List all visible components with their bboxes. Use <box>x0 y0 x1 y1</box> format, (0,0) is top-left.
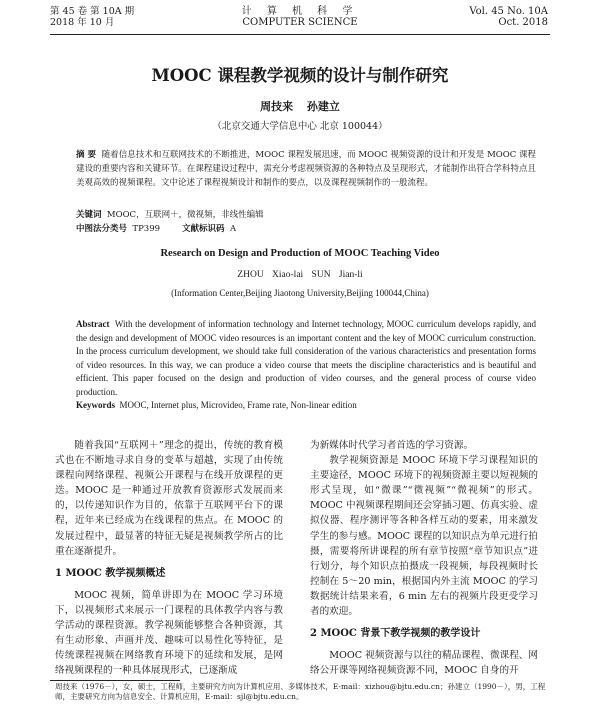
affiliation-cn: （北京交通大学信息中心 北京 100044） <box>212 121 388 132</box>
classification-value: TP399 <box>132 224 161 234</box>
affiliation-en: (Information Center,Beijing Jiaotong University,Beijing 100044,China) <box>171 288 429 298</box>
keywords-cn-label: 关键词 <box>76 210 102 220</box>
body-column-left <box>55 438 283 678</box>
keywords-cn-text: MOOC，互联网＋，微视频，非线性编辑 <box>106 210 264 220</box>
body-paragraph: 为新媒体时代学习者首选的学习资源。 <box>310 440 474 451</box>
footnote-divider <box>50 680 180 681</box>
keywords-en <box>76 400 536 410</box>
authors-en: ZHOU Xiao-lai SUN Jian-li <box>237 270 363 280</box>
volume-cn: 第 45 卷 第 10A 期 <box>50 6 135 17</box>
abstract-cn-text: 随着信息技术和互联网技术的不断推进，MOOC 课程发展迅速，而 MOOC 视频资源的设计和开发是 MOOC 课程建设的重要内容和关键环节。在课程建设过程中，需充分考虑视频资源的各种特点及呈现形式，才能制作出符合学科特点且美观高效的视频课程。文中论述了课程视频设计和制作的要点，以及课程视频制作的一般流程。 <box>76 150 537 188</box>
classification-cn <box>76 222 536 234</box>
body-paragraph: 教学视频资源是 MOOC 环境下学习课程知识的主要途径，MOOC 环境下的视频资源主要以短视频的形式呈现，如“微课”“微视频”“微视频”的形式。MOOC 中视频课程期间还会穿插习题、仿真实验、虚拟仪器、程序测评等各种各样互动的要素，用来激发学生的参与感。MOOC 课程的以知识点为单元进行拍摄，需要将所讲课程的所有章节按照“章节知识点”进行划分，每个知识点拍摄成一段视频，每段视频时长控制在 5～20 min，根据国内外主流 MOOC 的学习数据统计结果来看，6 min 左右的视频片段更受学习者的欢迎。 <box>310 455 538 618</box>
section-heading-2: 2 MOOC 背景下教学视频的教学设计 <box>310 628 481 640</box>
abstract-en-label: Abstract <box>76 319 110 329</box>
abstract-en-text: With the development of information technology and Internet technology, MOOC curriculum develops rapidly, and the design and development of MOOC video resources is an important content and the key of MOOC curriculum construction. In the process curriculum development, we should take full consideration of the various characteristics and presentation forms of video resources. In this way, we can produce a video course that meets the discipline characteristics and is beautiful and efficient. This paper focused on the design and production of video courses, and the general process of course video production. <box>76 319 536 397</box>
header-divider <box>50 34 550 35</box>
footnote: 周技来（1976－），女，硕士，工程师，主要研究方向为计算机应用、多媒体技术，E-mail：xizhou@bjtu.edu.cn；孙建立（1990－），男，工程师，主要研究方向为信息安全、计算机应用，E-mail：sjl@bjtu.edu.cn。 <box>55 682 546 701</box>
abstract-cn <box>76 148 536 190</box>
keywords-en-label: Keywords <box>76 400 115 410</box>
date-cn: 2018 年 10 月 <box>50 17 115 28</box>
volume-en: Vol. 45 No. 10A <box>469 6 548 17</box>
doc-code-value: A <box>229 224 237 234</box>
paper-title-cn: MOOC 课程教学视频的设计与制作研究 <box>151 66 449 85</box>
doc-code-label: 文献标识码 <box>182 224 225 234</box>
abstract-cn-label: 摘 要 <box>76 150 97 160</box>
journal-title-cn: 计 算 机 科 学 <box>241 6 359 17</box>
keywords-cn <box>76 208 536 220</box>
section-heading-1: 1 MOOC 教学视频概述 <box>55 567 166 579</box>
journal-title-en: COMPUTER SCIENCE <box>242 17 358 28</box>
body-column-right <box>310 438 538 678</box>
classification-label: 中图法分类号 <box>76 224 128 234</box>
date-en: Oct. 2018 <box>498 17 548 28</box>
abstract-en <box>76 318 536 400</box>
paper-title-en: Research on Design and Production of MOOC Teaching Video <box>160 248 440 259</box>
body-paragraph: 随着我国“互联网＋”理念的提出，传统的教育模式也在不断地寻求自身的变革与超越，实现了由传统课程向网络课程、视频公开课程与在线开放课程的更迭。MOOC 是一种通过开放教育资源形式发展而来的，以传递知识作为目的，依靠于互联网平台下的课程，近年来已经成为在线课程的焦点。在 MOOC 的发展过程中，最显著的特征无疑是视频教学所占的比重在逐渐提升。 <box>55 440 283 557</box>
keywords-en-text: MOOC, Internet plus, Microvideo, Frame rate, Non-linear edition <box>119 400 357 410</box>
body-paragraph: MOOC 视频，简单讲即为在 MOOC 学习环境下，以视频形式来展示一门课程的具体教学内容与教学活动的课程资源。教学视频能够整合各种资源，其有生动形象、声画并茂、趣味可以易性化等特征，是传统课程视频在网络教育环境下的延续和发展，是网络视频课程的一种具体展现形式，已逐渐成 <box>55 589 283 677</box>
authors-cn: 周技来 孙建立 <box>260 100 340 113</box>
header-right <box>469 6 548 28</box>
body-paragraph: MOOC 视频资源与以往的精品课程、微课程、网络公开课等网络视频资源不同，MOOC 自身的开 <box>310 650 538 677</box>
